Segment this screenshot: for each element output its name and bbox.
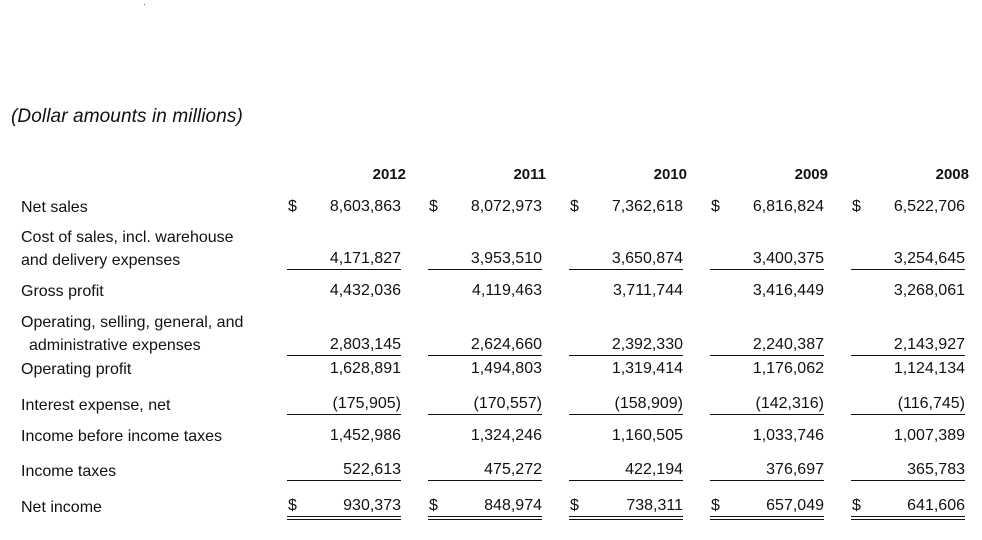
- year-header-2010: 2010: [653, 166, 687, 183]
- total-double-underline: [851, 516, 965, 520]
- table-cell: 657,049: [766, 497, 824, 514]
- subtotal-underline: [851, 414, 965, 415]
- table-cell: 3,650,874: [611, 250, 683, 267]
- currency-symbol: $: [852, 497, 861, 514]
- row-label-operating-profit: Operating profit: [21, 361, 132, 378]
- table-cell: 1,160,505: [611, 427, 683, 444]
- row-label-cost-of-sales-line2: and delivery expenses: [21, 252, 181, 269]
- subtotal-underline: [287, 269, 401, 270]
- subtotal-underline: [710, 480, 824, 481]
- table-cell: 848,974: [484, 497, 542, 514]
- table-cell: (142,316): [755, 395, 824, 412]
- table-cell: 475,272: [484, 461, 542, 478]
- table-cell: 2,143,927: [893, 336, 965, 353]
- table-cell: 4,171,827: [329, 250, 401, 267]
- row-label-net-income: Net income: [21, 499, 102, 516]
- table-cell: 1,494,803: [470, 360, 542, 377]
- stray-mark: [144, 4, 145, 5]
- row-label-income-before-taxes: Income before income taxes: [21, 428, 222, 445]
- subtotal-underline: [569, 414, 683, 415]
- row-label-operating-expenses-line1: Operating, selling, general, and: [21, 314, 244, 331]
- subtotal-underline: [710, 355, 824, 356]
- subtotal-underline: [851, 480, 965, 481]
- table-cell: 738,311: [626, 497, 683, 514]
- table-caption: (Dollar amounts in millions): [11, 106, 243, 127]
- row-label-operating-expenses-line2: administrative expenses: [29, 337, 201, 354]
- row-label-cost-of-sales-line1: Cost of sales, incl. warehouse: [21, 229, 234, 246]
- table-cell: 1,124,134: [893, 360, 965, 377]
- table-cell: 3,254,645: [893, 250, 965, 267]
- year-header-2011: 2011: [513, 166, 546, 183]
- table-cell: 3,268,061: [893, 282, 965, 299]
- table-cell: 3,416,449: [752, 282, 824, 299]
- table-cell: (116,745): [897, 395, 965, 412]
- table-cell: 522,613: [343, 461, 401, 478]
- total-double-underline: [710, 516, 824, 520]
- table-cell: (158,909): [614, 395, 683, 412]
- total-double-underline: [569, 516, 683, 520]
- table-cell: 6,522,706: [893, 198, 965, 215]
- subtotal-underline: [428, 269, 542, 270]
- row-label-interest-expense: Interest expense, net: [21, 397, 171, 414]
- table-cell: 422,194: [625, 461, 683, 478]
- row-label-gross-profit: Gross profit: [21, 283, 104, 300]
- currency-symbol: $: [711, 198, 720, 215]
- currency-symbol: $: [288, 497, 297, 514]
- currency-symbol: $: [429, 198, 438, 215]
- subtotal-underline: [569, 269, 683, 270]
- table-cell: 641,606: [907, 497, 965, 514]
- table-cell: 3,711,744: [613, 282, 683, 299]
- currency-symbol: $: [288, 198, 297, 215]
- subtotal-underline: [428, 414, 542, 415]
- table-cell: 6,816,824: [752, 198, 824, 215]
- subtotal-underline: [287, 480, 401, 481]
- subtotal-underline: [428, 355, 542, 356]
- row-label-net-sales: Net sales: [21, 199, 88, 216]
- table-cell: 1,628,891: [329, 360, 401, 377]
- table-cell: (170,557): [473, 395, 542, 412]
- table-cell: 2,803,145: [329, 336, 401, 353]
- table-cell: 1,176,062: [752, 360, 824, 377]
- subtotal-underline: [851, 355, 965, 356]
- total-double-underline: [287, 516, 401, 520]
- table-cell: 1,324,246: [470, 427, 542, 444]
- year-header-2012: 2012: [372, 166, 406, 183]
- table-cell: 2,392,330: [611, 336, 683, 353]
- table-cell: 1,033,746: [752, 427, 824, 444]
- table-cell: 8,072,973: [470, 198, 542, 215]
- table-cell: 7,362,618: [611, 198, 683, 215]
- table-cell: 3,953,510: [470, 250, 542, 267]
- subtotal-underline: [569, 355, 683, 356]
- currency-symbol: $: [711, 497, 720, 514]
- table-cell: (175,905): [332, 395, 401, 412]
- table-cell: 8,603,863: [329, 198, 401, 215]
- table-cell: 365,783: [907, 461, 965, 478]
- subtotal-underline: [428, 480, 542, 481]
- subtotal-underline: [569, 480, 683, 481]
- year-header-2009: 2009: [794, 166, 828, 183]
- table-cell: 1,007,389: [893, 427, 965, 444]
- table-cell: 1,319,414: [611, 360, 683, 377]
- row-label-income-taxes: Income taxes: [21, 463, 117, 480]
- table-cell: 4,119,463: [472, 282, 542, 299]
- currency-symbol: $: [570, 198, 579, 215]
- currency-symbol: $: [429, 497, 438, 514]
- year-header-2008: 2008: [935, 166, 969, 183]
- subtotal-underline: [710, 414, 824, 415]
- table-cell: 930,373: [343, 497, 401, 514]
- currency-symbol: $: [852, 198, 861, 215]
- currency-symbol: $: [570, 497, 579, 514]
- table-cell: 376,697: [766, 461, 824, 478]
- table-cell: 3,400,375: [752, 250, 824, 267]
- table-cell: 2,240,387: [752, 336, 824, 353]
- total-double-underline: [428, 516, 542, 520]
- table-cell: 1,452,986: [329, 427, 401, 444]
- subtotal-underline: [287, 414, 401, 415]
- table-cell: 2,624,660: [470, 336, 542, 353]
- table-cell: 4,432,036: [329, 282, 401, 299]
- subtotal-underline: [851, 269, 965, 270]
- subtotal-underline: [287, 355, 401, 356]
- subtotal-underline: [710, 269, 824, 270]
